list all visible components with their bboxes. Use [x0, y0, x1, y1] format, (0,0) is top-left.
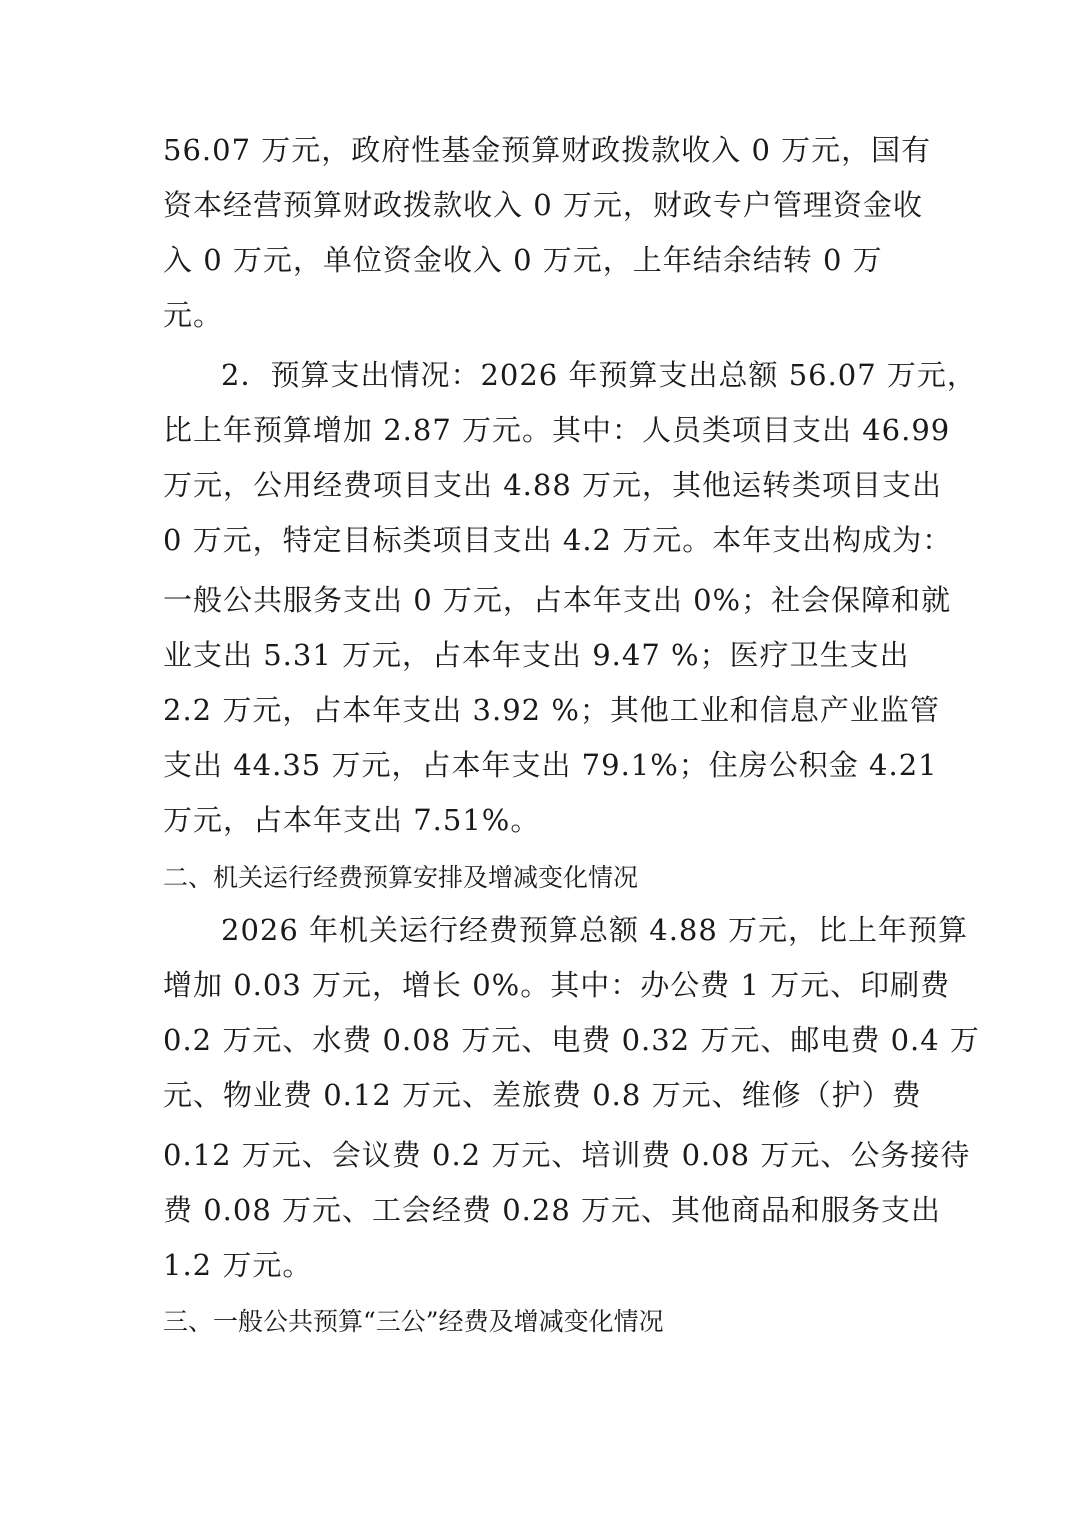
section-heading-2: 二、机关运行经费预算安排及增减变化情况	[163, 863, 639, 892]
paragraph-3-line-4: 元、物业费 0.12 万元、差旅费 0.8 万元、维修（护）费	[163, 1078, 922, 1112]
paragraph-3-line-6: 费 0.08 万元、工会经费 0.28 万元、其他商品和服务支出	[163, 1193, 942, 1227]
paragraph-2-line-2: 比上年预算增加 2.87 万元。其中：人员类项目支出 46.99	[163, 413, 951, 447]
paragraph-1-line-1: 56.07 万元，政府性基金预算财政拨款收入 0 万元，国有	[163, 133, 932, 167]
paragraph-3-line-2: 增加 0.03 万元，增长 0%。其中：办公费 1 万元、印刷费	[163, 968, 951, 1002]
paragraph-2-line-5: 一般公共服务支出 0 万元，占本年支出 0%；社会保障和就	[163, 583, 952, 617]
paragraph-2-line-6: 业支出 5.31 万元，占本年支出 9.47 %；医疗卫生支出	[163, 638, 910, 672]
paragraph-2-line-8: 支出 44.35 万元，占本年支出 79.1%；住房公积金 4.21	[163, 748, 938, 782]
paragraph-3-line-1: 2026 年机关运行经费预算总额 4.88 万元，比上年预算	[221, 913, 969, 947]
paragraph-3-line-7: 1.2 万元。	[163, 1248, 313, 1282]
paragraph-2-line-7: 2.2 万元，占本年支出 3.92 %；其他工业和信息产业监管	[163, 693, 940, 727]
paragraph-3-line-3: 0.2 万元、水费 0.08 万元、电费 0.32 万元、邮电费 0.4 万	[163, 1023, 980, 1057]
paragraph-1-line-4: 元。	[163, 298, 224, 332]
paragraph-1-line-2: 资本经营预算财政拨款收入 0 万元，财政专户管理资金收	[163, 188, 923, 222]
paragraph-2-line-1: 2．预算支出情况：2026 年预算支出总额 56.07 万元，	[221, 358, 977, 392]
paragraph-1-line-3: 入 0 万元，单位资金收入 0 万元，上年结余结转 0 万	[163, 243, 883, 277]
paragraph-2-line-9: 万元，占本年支出 7.51%。	[163, 803, 541, 837]
paragraph-3-line-5: 0.12 万元、会议费 0.2 万元、培训费 0.08 万元、公务接待	[163, 1138, 971, 1172]
paragraph-2-line-3: 万元，公用经费项目支出 4.88 万元，其他运转类项目支出	[163, 468, 943, 502]
paragraph-2-line-4: 0 万元，特定目标类项目支出 4.2 万元。本年支出构成为：	[163, 523, 953, 557]
section-heading-3: 三、一般公共预算“三公”经费及增减变化情况	[163, 1307, 664, 1336]
